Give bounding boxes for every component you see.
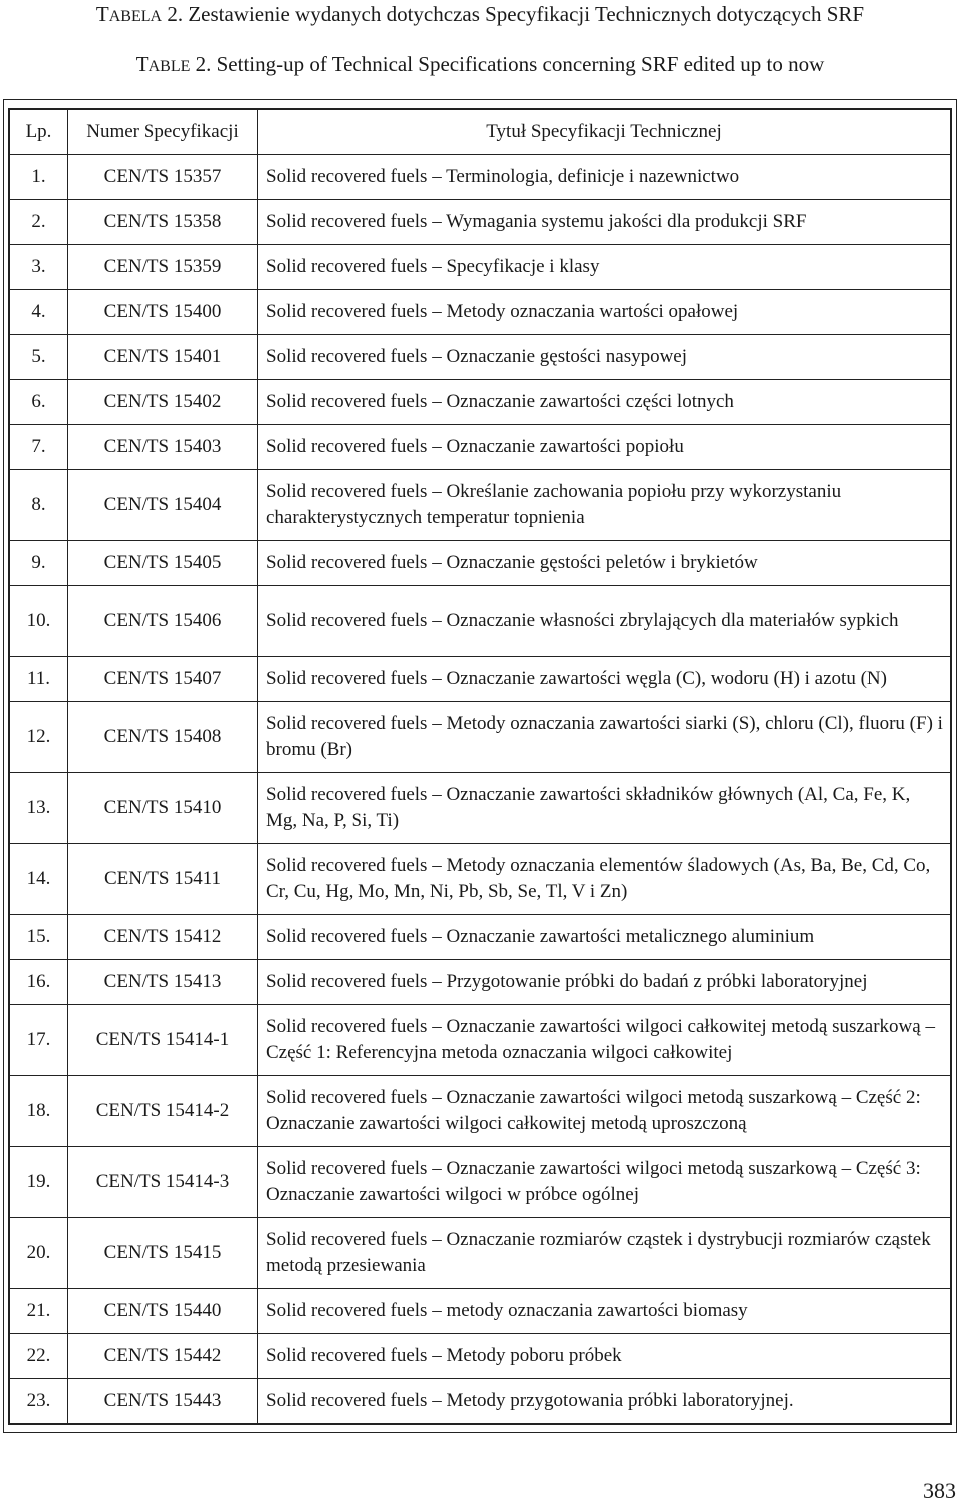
table-row — [10, 245, 951, 290]
header-number: Numer Specyfikacji — [68, 110, 258, 155]
row-lp: 7. — [10, 425, 68, 470]
table-body — [10, 155, 951, 1424]
table-row — [10, 1076, 951, 1147]
row-spec-title: Solid recovered fuels – Przygotowanie próbki do badań z próbki laboratoryjnej — [258, 960, 951, 1005]
row-lp: 8. — [10, 470, 68, 541]
row-spec-title: Solid recovered fuels – Metody przygotowania próbki laboratoryjnej. — [258, 1379, 951, 1424]
row-spec-number: CEN/TS 15401 — [68, 335, 258, 380]
row-lp: 15. — [10, 915, 68, 960]
table-row — [10, 1289, 951, 1334]
row-spec-title: Solid recovered fuels – Oznaczanie zawartości popiołu — [258, 425, 951, 470]
row-spec-number: CEN/TS 15413 — [68, 960, 258, 1005]
row-spec-title: Solid recovered fuels – Oznaczanie gęstości peletów i brykietów — [258, 541, 951, 586]
row-spec-title: Solid recovered fuels – Metody poboru próbek — [258, 1334, 951, 1379]
row-spec-title: Solid recovered fuels – Oznaczanie rozmiarów cząstek i dystrybucji rozmiarów cząstek metodą przesiewania — [258, 1218, 951, 1289]
row-lp: 6. — [10, 380, 68, 425]
row-spec-title: Solid recovered fuels – Oznaczanie zawartości wilgoci metodą suszarkową – Część 2: Oznaczanie zawartości wilgoci całkowitej metodą uproszczoną — [258, 1076, 951, 1147]
row-spec-number: CEN/TS 15410 — [68, 773, 258, 844]
table-caption-english — [0, 52, 960, 79]
table-row — [10, 586, 951, 657]
row-spec-number: CEN/TS 15405 — [68, 541, 258, 586]
row-spec-title: Solid recovered fuels – Oznaczanie zawartości wilgoci całkowitej metodą suszarkową – Część 1: Referencyjna metoda oznaczania wilgoci całkowitej — [258, 1005, 951, 1076]
row-spec-number: CEN/TS 15402 — [68, 380, 258, 425]
row-spec-title: Solid recovered fuels – Oznaczanie zawartości części lotnych — [258, 380, 951, 425]
table-row — [10, 541, 951, 586]
row-lp: 13. — [10, 773, 68, 844]
row-spec-title: Solid recovered fuels – Oznaczanie własności zbrylających dla materiałów sypkich — [258, 586, 951, 657]
row-spec-number: CEN/TS 15411 — [68, 844, 258, 915]
row-spec-number: CEN/TS 15442 — [68, 1334, 258, 1379]
table-row — [10, 290, 951, 335]
caption-pl-smallcaps: ABELA — [108, 8, 163, 25]
table-row — [10, 1005, 951, 1076]
row-lp: 23. — [10, 1379, 68, 1424]
table-row — [10, 702, 951, 773]
row-lp: 4. — [10, 290, 68, 335]
row-spec-title: Solid recovered fuels – Specyfikacje i klasy — [258, 245, 951, 290]
row-lp: 19. — [10, 1147, 68, 1218]
caption-en-initial: T — [135, 52, 149, 76]
row-spec-number: CEN/TS 15408 — [68, 702, 258, 773]
table-row — [10, 1218, 951, 1289]
row-spec-number: CEN/TS 15404 — [68, 470, 258, 541]
row-spec-number: CEN/TS 15358 — [68, 200, 258, 245]
row-spec-number: CEN/TS 15414-3 — [68, 1147, 258, 1218]
table-row — [10, 1147, 951, 1218]
caption-pl-initial: T — [95, 2, 109, 26]
row-lp: 3. — [10, 245, 68, 290]
table-row — [10, 657, 951, 702]
row-spec-title: Solid recovered fuels – Oznaczanie zawartości wilgoci metodą suszarkową – Część 3: Oznaczanie zawartości wilgoci w próbce ogólnej — [258, 1147, 951, 1218]
table-row — [10, 335, 951, 380]
row-spec-title: Solid recovered fuels – Oznaczanie zawartości węgla (C), wodoru (H) i azotu (N) — [258, 657, 951, 702]
row-spec-title: Solid recovered fuels – Oznaczanie zawartości składników głównych (Al, Ca, Fe, K, Mg, Na, P, Si, Ti) — [258, 773, 951, 844]
header-lp: Lp. — [10, 110, 68, 155]
row-spec-title: Solid recovered fuels – Terminologia, definicje i nazewnictwo — [258, 155, 951, 200]
row-lp: 21. — [10, 1289, 68, 1334]
row-lp: 20. — [10, 1218, 68, 1289]
row-spec-number: CEN/TS 15403 — [68, 425, 258, 470]
caption-en-text: 2. Setting-up of Technical Specifications concerning SRF edited up to now — [190, 52, 825, 76]
specifications-table — [8, 108, 952, 1425]
row-spec-title: Solid recovered fuels – Metody oznaczania elementów śladowych (As, Ba, Be, Cd, Co, Cr, Cu, Hg, Mo, Mn, Ni, Pb, Sb, Se, Tl, V i Zn) — [258, 844, 951, 915]
row-lp: 10. — [10, 586, 68, 657]
row-spec-number: CEN/TS 15414-1 — [68, 1005, 258, 1076]
row-lp: 11. — [10, 657, 68, 702]
table-row — [10, 200, 951, 245]
row-lp: 12. — [10, 702, 68, 773]
row-lp: 2. — [10, 200, 68, 245]
row-spec-number: CEN/TS 15412 — [68, 915, 258, 960]
row-lp: 22. — [10, 1334, 68, 1379]
table-row — [10, 425, 951, 470]
table-row — [10, 915, 951, 960]
row-spec-title: Solid recovered fuels – metody oznaczania zawartości biomasy — [258, 1289, 951, 1334]
row-spec-title: Solid recovered fuels – Oznaczanie zawartości metalicznego aluminium — [258, 915, 951, 960]
row-lp: 5. — [10, 335, 68, 380]
row-spec-number: CEN/TS 15414-2 — [68, 1076, 258, 1147]
row-spec-number: CEN/TS 15357 — [68, 155, 258, 200]
row-spec-number: CEN/TS 15440 — [68, 1289, 258, 1334]
table-row — [10, 380, 951, 425]
header-title: Tytuł Specyfikacji Technicznej — [258, 110, 951, 155]
row-spec-title: Solid recovered fuels – Oznaczanie gęstości nasypowej — [258, 335, 951, 380]
row-spec-number: CEN/TS 15415 — [68, 1218, 258, 1289]
caption-en-smallcaps: ABLE — [148, 58, 191, 75]
page-number: 383 — [923, 1478, 956, 1503]
table-row — [10, 155, 951, 200]
table-row — [10, 960, 951, 1005]
table-caption-polish — [0, 2, 960, 29]
row-lp: 14. — [10, 844, 68, 915]
row-spec-number: CEN/TS 15359 — [68, 245, 258, 290]
row-spec-title: Solid recovered fuels – Metody oznaczania zawartości siarki (S), chloru (Cl), fluoru (F) i bromu (Br) — [258, 702, 951, 773]
row-spec-title: Solid recovered fuels – Metody oznaczania wartości opałowej — [258, 290, 951, 335]
row-lp: 18. — [10, 1076, 68, 1147]
table-row — [10, 773, 951, 844]
row-spec-number: CEN/TS 15443 — [68, 1379, 258, 1424]
row-lp: 16. — [10, 960, 68, 1005]
row-spec-title: Solid recovered fuels – Wymagania systemu jakości dla produkcji SRF — [258, 200, 951, 245]
table-row — [10, 470, 951, 541]
row-lp: 9. — [10, 541, 68, 586]
row-spec-number: CEN/TS 15400 — [68, 290, 258, 335]
table-row — [10, 844, 951, 915]
caption-pl-text: 2. Zestawienie wydanych dotychczas Specyfikacji Technicznych dotyczących SRF — [162, 2, 865, 26]
row-spec-number: CEN/TS 15406 — [68, 586, 258, 657]
table-row — [10, 1334, 951, 1379]
row-lp: 1. — [10, 155, 68, 200]
row-spec-title: Solid recovered fuels – Określanie zachowania popiołu przy wykorzystaniu charakterystycznych temperatur topnienia — [258, 470, 951, 541]
table-row — [10, 1379, 951, 1424]
table-header-row — [10, 110, 951, 155]
row-lp: 17. — [10, 1005, 68, 1076]
row-spec-number: CEN/TS 15407 — [68, 657, 258, 702]
